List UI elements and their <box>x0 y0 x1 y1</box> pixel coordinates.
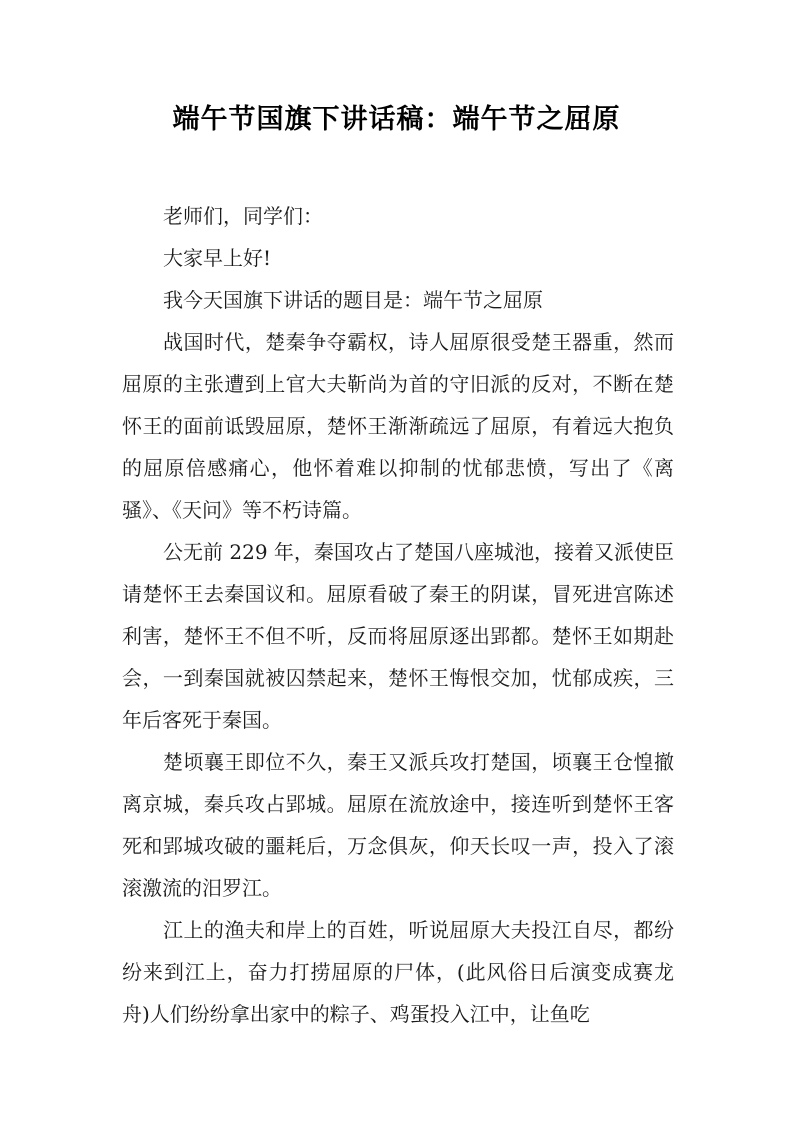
paragraph: 楚顷襄王即位不久，秦王又派兵攻打楚国，顷襄王仓惶撤离京城，秦兵攻占郢城。屈原在流放途中，接连听到楚怀王客死和郢城攻破的噩耗后，万念俱灰，仰天长叹一声，投入了滚滚激流的汨罗江。 <box>122 750 674 900</box>
topic-line: 我今天国旗下讲话的题目是：端午节之屈原 <box>163 288 543 312</box>
document-title: 端午节国旗下讲话稿：端午节之屈原 <box>172 104 621 135</box>
document-body <box>122 195 674 1035</box>
salutation-line: 老师们，同学们： <box>163 204 323 228</box>
paragraph: 战国时代，楚秦争夺霸权，诗人屈原很受楚王器重，然而屈原的主张遭到上官大夫靳尚为首的守旧派的反对，不断在楚怀王的面前诋毁屈原，楚怀王渐渐疏远了屈原，有着远大抱负的屈原倍感痛心，他怀着难以抑制的忧郁悲愤，写出了《离骚》、《天问》等不朽诗篇。 <box>122 330 674 522</box>
greeting-line: 大家早上好! <box>163 246 272 270</box>
paragraph: 江上的渔夫和岸上的百姓，听说屈原大夫投江自尽，都纷纷来到江上，奋力打捞屈原的尸体，(此风俗日后演变成赛龙舟)人们纷纷拿出家中的粽子、鸡蛋投入江中，让鱼吃 <box>122 918 674 1026</box>
paragraph: 公无前 229 年，秦国攻占了楚国八座城池，接着又派使臣请楚怀王去秦国议和。屈原看破了秦王的阴谋，冒死进宫陈述利害，楚怀王不但不听，反而将屈原逐出郢都。楚怀王如期赴会，一到秦国就被囚禁起来，楚怀王悔恨交加，忧郁成疾，三年后客死于秦国。 <box>122 540 674 732</box>
